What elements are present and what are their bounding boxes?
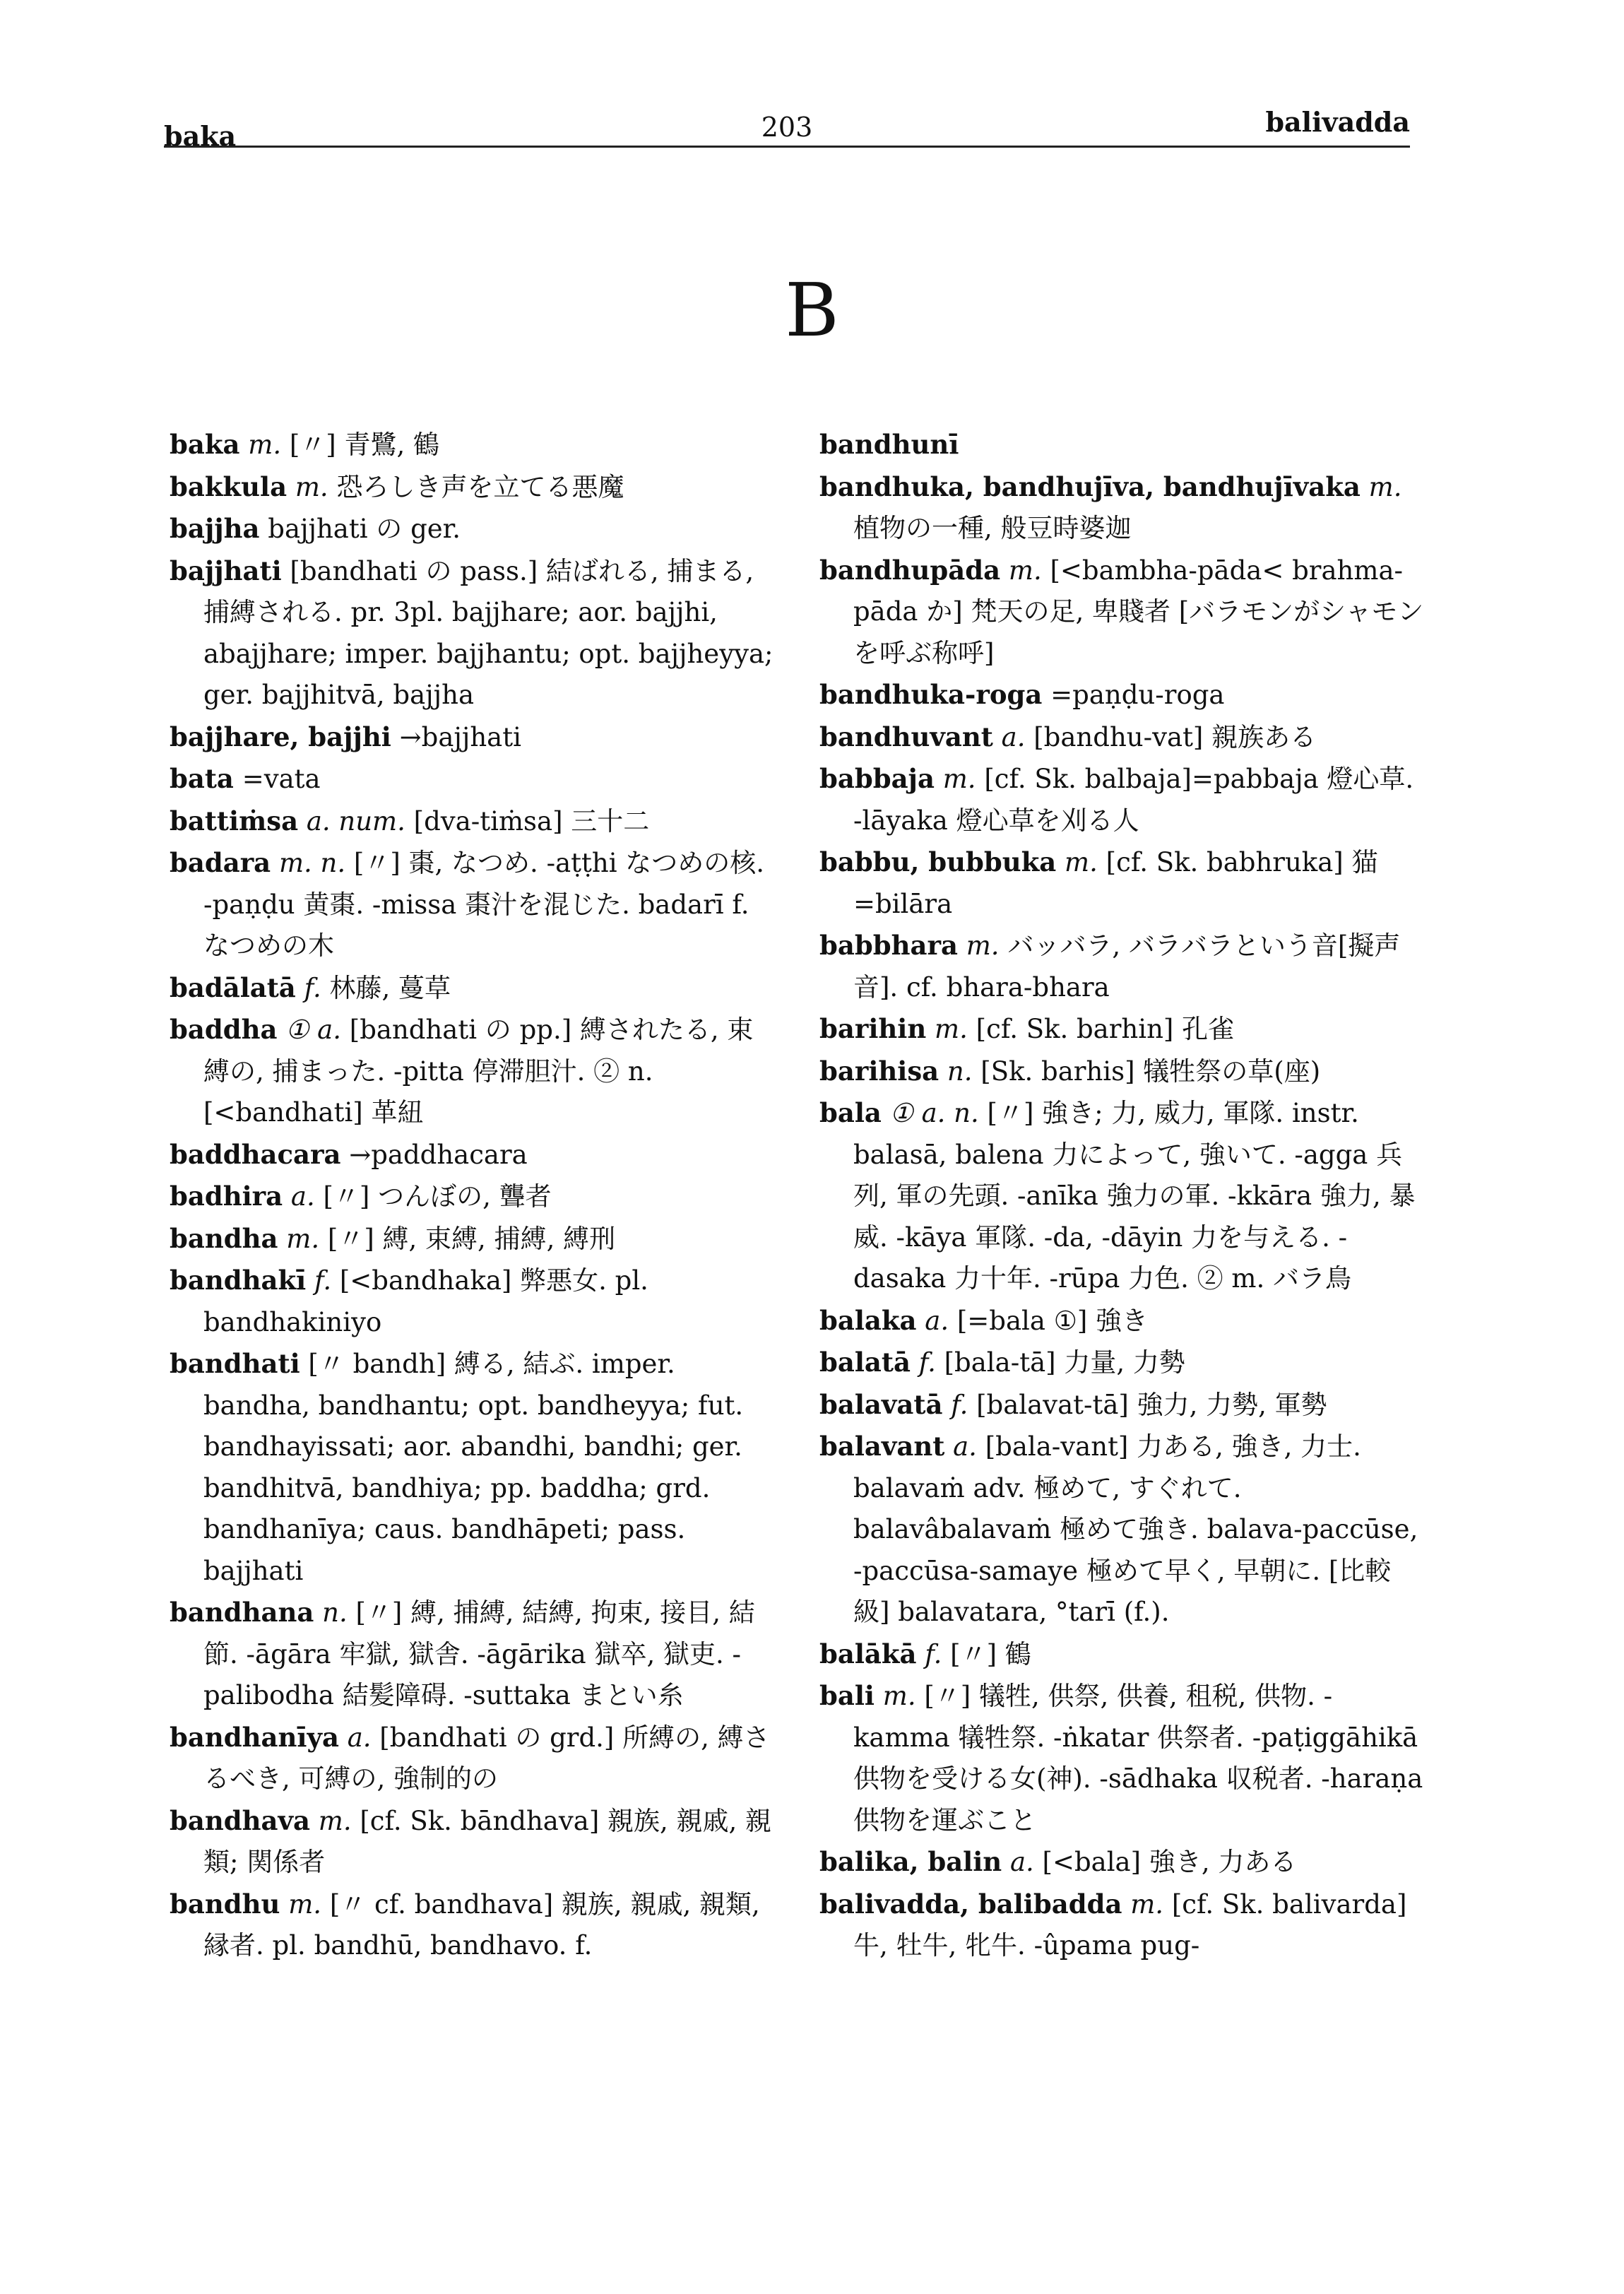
dictionary-entry bbox=[170, 1717, 777, 1800]
entry-definition: bajjhati の ger. bbox=[268, 514, 461, 544]
entry-headword: balaka bbox=[819, 1304, 917, 1336]
entry-headword: bandhuka, bandhujīva, bandhujīvaka bbox=[819, 471, 1361, 502]
dictionary-entry bbox=[170, 1176, 777, 1218]
entry-definition: [=bala ①] 強き bbox=[956, 1305, 1149, 1336]
dictionary-entry bbox=[170, 800, 777, 843]
entry-grammar: f. bbox=[304, 972, 321, 1003]
dictionary-entry bbox=[819, 466, 1427, 550]
entry-grammar: a. bbox=[290, 1181, 315, 1212]
entry-grammar: m. bbox=[935, 1014, 968, 1044]
entry-grammar: m. bbox=[1368, 471, 1402, 502]
dictionary-entry bbox=[819, 925, 1427, 1008]
dictionary-entry bbox=[819, 1841, 1427, 1884]
entry-definition: [〃 cf. bandhava] 親族, 親戚, 親類, 縁者. pl. bandhū, bandhavo. f. bbox=[203, 1888, 760, 1961]
entry-headword: balavatā bbox=[819, 1388, 943, 1420]
entry-headword: bajjhati bbox=[170, 555, 282, 586]
dictionary-entry bbox=[819, 1008, 1427, 1051]
entry-grammar: m. bbox=[882, 1681, 916, 1711]
entry-headword: bandhava bbox=[170, 1804, 310, 1836]
entry-headword: bandhati bbox=[170, 1348, 300, 1379]
dictionary-entry bbox=[819, 674, 1427, 716]
dictionary-entry bbox=[819, 1426, 1427, 1633]
section-letter: B bbox=[785, 267, 839, 353]
entry-headword: baddhacara bbox=[170, 1138, 341, 1170]
entry-definition: [cf. Sk. babhruka] 猫=bilāra bbox=[853, 847, 1378, 919]
entry-headword: badālatā bbox=[170, 971, 296, 1003]
right-running-head: balivadda bbox=[1265, 106, 1410, 138]
entry-definition: [<bala] 強き, 力ある bbox=[1042, 1847, 1297, 1877]
left-running-head: baka bbox=[164, 120, 237, 152]
entry-grammar: m. bbox=[288, 1888, 322, 1920]
entry-definition: [cf. Sk. barhin] 孔雀 bbox=[976, 1014, 1235, 1044]
dictionary-entry bbox=[819, 716, 1427, 759]
entry-headword: bali bbox=[819, 1680, 875, 1711]
entry-grammar: m. bbox=[966, 930, 1000, 961]
dictionary-entry bbox=[819, 550, 1427, 675]
dictionary-entry bbox=[170, 1884, 777, 1967]
entry-definition: [bandhu-vat] 親族ある bbox=[1033, 721, 1317, 752]
entry-definition: [<bambha-pāda< brahma-pāda か] 梵天の足, 卑賤者 [バラモンがシャモンを呼ぶ称呼] bbox=[853, 555, 1424, 668]
entry-definition: 植物の一種, 般豆時婆迦 bbox=[853, 513, 1132, 543]
entry-headword: babbu, bubbuka bbox=[819, 846, 1057, 877]
dictionary-entry bbox=[819, 1884, 1427, 1967]
entry-headword: badara bbox=[170, 847, 271, 878]
entry-headword: bandhakī bbox=[170, 1265, 307, 1296]
entry-grammar: m. bbox=[942, 764, 976, 794]
dictionary-entry bbox=[819, 1633, 1427, 1676]
entry-headword: bandhanīya bbox=[170, 1721, 339, 1753]
dictionary-entry bbox=[170, 1592, 777, 1717]
dictionary-entry bbox=[170, 967, 777, 1010]
entry-headword: balavant bbox=[819, 1431, 945, 1462]
entry-definition: 林藤, 蔓草 bbox=[329, 972, 451, 1003]
entry-definition: →paddhacara bbox=[349, 1139, 528, 1170]
entry-grammar: ① a. n. bbox=[889, 1098, 979, 1128]
entry-grammar: ① a. bbox=[285, 1015, 341, 1045]
dictionary-entry bbox=[819, 1384, 1427, 1426]
right-column bbox=[819, 424, 1427, 1967]
entry-headword: bandhunī bbox=[819, 429, 959, 460]
dictionary-entry bbox=[170, 1218, 777, 1260]
entry-headword: baddha bbox=[170, 1014, 278, 1045]
entry-definition: [〃] 縛, 捕縛, 結縛, 拘束, 接目, 結節. -āgāra 牢獄, 獄舎. -āgārika 獄卒, 獄吏. -palibodha 結髪障碍. -suttaka まとい糸 bbox=[203, 1597, 755, 1710]
entry-headword: battiṁsa bbox=[170, 805, 299, 836]
dictionary-entry bbox=[170, 508, 777, 550]
entry-definition: [<bandhaka] 弊悪女. pl. bandhakiniyo bbox=[203, 1265, 648, 1337]
entry-grammar: a. bbox=[953, 1431, 977, 1462]
entry-grammar: m. bbox=[295, 471, 328, 502]
entry-grammar: f. bbox=[951, 1389, 968, 1420]
entry-grammar: m. bbox=[318, 1805, 352, 1836]
entry-definition: [〃] 縛, 束縛, 捕縛, 縛刑 bbox=[327, 1223, 616, 1254]
dictionary-entry bbox=[170, 466, 777, 509]
entry-headword: bandhuka-roga bbox=[819, 679, 1043, 710]
entry-headword: bakkula bbox=[170, 471, 288, 502]
entry-headword: balatā bbox=[819, 1347, 911, 1378]
page-number: 203 bbox=[761, 112, 813, 143]
dictionary-entry bbox=[819, 1092, 1427, 1300]
entry-headword: barihin bbox=[819, 1013, 927, 1044]
entry-headword: bandha bbox=[170, 1222, 278, 1254]
dictionary-entry bbox=[819, 758, 1427, 841]
entry-grammar: n. bbox=[322, 1597, 348, 1628]
dictionary-entry bbox=[170, 1009, 777, 1134]
entry-definition: [〃] 犠牲, 供祭, 供養, 租税, 供物. -kamma 犠牲祭. -ṅkatar 供祭者. -paṭiggāhikā 供物を受ける女(神). -sādhaka 収税者. -haraṇa 供物を運ぶこと bbox=[853, 1681, 1423, 1835]
dictionary-entry bbox=[170, 758, 777, 800]
entry-definition: =paṇḍu-roga bbox=[1050, 680, 1225, 710]
entry-definition: [bala-tā] 力量, 力勢 bbox=[944, 1347, 1185, 1378]
entry-definition: [bandhati の pp.] 縛されたる, 束縛の, 捕まった. -pitta 停滞胆汁. ② n. [<bandhati] 革紐 bbox=[203, 1015, 754, 1128]
entry-headword: bajjhare, bajjhi bbox=[170, 721, 391, 752]
entry-grammar: f. bbox=[314, 1265, 332, 1296]
entry-headword: balākā bbox=[819, 1638, 917, 1669]
page-header bbox=[164, 106, 1410, 152]
entry-grammar: n. bbox=[947, 1056, 973, 1087]
entry-definition: [〃] 青鷺, 鶴 bbox=[289, 430, 440, 460]
entry-definition: [bala-vant] 力ある, 強き, 力士. balavaṁ adv. 極めて, すぐれて. balavâbalavaṁ 極めて強き. balava-paccūse, -paccūsa-samaye 極めて早く, 早朝に. [比較級] balavatara, °tarī (f.). bbox=[853, 1431, 1418, 1627]
dictionary-entry bbox=[170, 842, 777, 967]
entry-grammar: m. bbox=[286, 1223, 320, 1254]
dictionary-entry bbox=[170, 1134, 777, 1176]
entry-grammar: a. bbox=[1001, 721, 1026, 752]
entry-grammar: m. bbox=[1130, 1888, 1164, 1920]
entry-grammar: m. n. bbox=[278, 848, 346, 878]
entry-grammar: f. bbox=[925, 1638, 942, 1669]
dictionary-entry bbox=[170, 1800, 777, 1884]
dictionary-entry bbox=[170, 1260, 777, 1343]
header-rule bbox=[164, 146, 1410, 148]
entry-headword: bandhuvant bbox=[819, 721, 993, 752]
entry-grammar: a. bbox=[925, 1305, 949, 1336]
dictionary-entry bbox=[819, 841, 1427, 925]
entry-definition: [〃] 棗, なつめ. -aṭṭhi なつめの核. -paṇḍu 黄棗. -missa 棗汁を混じた. badarī f. なつめの木 bbox=[203, 848, 765, 961]
entry-definition: [Sk. barhis] 犠牲祭の草(座) bbox=[980, 1056, 1321, 1087]
dictionary-entry bbox=[819, 424, 1427, 466]
left-column bbox=[170, 424, 777, 1967]
entry-headword: bandhu bbox=[170, 1888, 280, 1920]
entry-definition: [〃] 鶴 bbox=[950, 1638, 1031, 1669]
dictionary-entry bbox=[170, 550, 777, 716]
entry-headword: bajjha bbox=[170, 513, 260, 544]
dictionary-entry bbox=[819, 1675, 1427, 1841]
entry-headword: bandhupāda bbox=[819, 554, 1001, 586]
entry-headword: badhira bbox=[170, 1181, 283, 1212]
entry-grammar: a. num. bbox=[306, 805, 405, 836]
dictionary-entry bbox=[819, 1342, 1427, 1384]
entry-definition: →bajjhati bbox=[399, 721, 521, 752]
entry-headword: bala bbox=[819, 1097, 882, 1128]
entry-definition: [〃] 強き; 力, 威力, 軍隊. instr. balasā, balena 力によって, 強いて. -agga 兵列, 軍の先頭. -anīka 強力の軍. -kkāra 強力, 暴威. -kāya 軍隊. -da, -dāyin 力を与える. -dasaka 力十年. -rūpa 力色. ② m. バラ鳥 bbox=[853, 1098, 1416, 1294]
entry-headword: balika, balin bbox=[819, 1846, 1002, 1877]
dictionary-entry bbox=[170, 716, 777, 759]
entry-headword: bata bbox=[170, 763, 234, 794]
entry-definition: [cf. Sk. balivarda] 牛, 牡牛, 牝牛. -ûpama pug- bbox=[853, 1888, 1407, 1961]
entry-grammar: a. bbox=[347, 1722, 372, 1753]
entry-headword: barihisa bbox=[819, 1055, 940, 1087]
dictionary-entry bbox=[819, 1300, 1427, 1342]
entry-definition: [bandhati の pass.] 結ばれる, 捕まる, 捕縛される. pr. 3pl. bajjhare; aor. bajjhi, abajjhare; imper. bajjhantu; opt. bajjheyya; ger. bajjhitvā, bajjha bbox=[203, 555, 774, 710]
entry-definition: [bandhati の grd.] 所縛の, 縛さるべき, 可縛の, 強制的の bbox=[203, 1722, 770, 1794]
entry-headword: balivadda, balibadda bbox=[819, 1888, 1122, 1920]
entry-definition: [cf. Sk. bāndhava] 親族, 親戚, 親類; 関係者 bbox=[203, 1805, 772, 1877]
dictionary-entry bbox=[819, 1051, 1427, 1093]
entry-headword: baka bbox=[170, 429, 240, 460]
entry-headword: babbaja bbox=[819, 763, 935, 794]
entry-definition: 恐ろしき声を立てる悪魔 bbox=[336, 471, 624, 502]
entry-definition: [〃 bandh] 縛る, 結ぶ. imper. bandha, bandhantu; opt. bandheyya; fut. bandhayissati; aor. abandhi, bandhi; ger. bandhitvā, bandhiya; pp. baddha; grd. bandhanīya; caus. bandhāpeti; pass. bajjhati bbox=[203, 1349, 744, 1586]
entry-grammar: f. bbox=[918, 1347, 936, 1378]
entry-definition: [〃] つんぼの, 聾者 bbox=[323, 1181, 552, 1212]
entry-definition: バッバラ, バラバラという音[擬声音]. cf. bhara-bhara bbox=[853, 930, 1401, 1003]
dictionary-entry bbox=[170, 424, 777, 466]
entry-headword: babbhara bbox=[819, 930, 958, 961]
entry-grammar: m. bbox=[1008, 555, 1042, 586]
entry-definition: [cf. Sk. balbaja]=pabbaja 燈心草. -lāyaka 燈心草を刈る人 bbox=[853, 764, 1414, 836]
entry-grammar: a. bbox=[1009, 1847, 1034, 1877]
entry-grammar: m. bbox=[248, 430, 282, 460]
entry-grammar: m. bbox=[1065, 847, 1098, 877]
dictionary-entry bbox=[170, 1343, 777, 1592]
entry-definition: [dva-tiṁsa] 三十二 bbox=[413, 805, 650, 836]
entry-definition: [balavat-tā] 強力, 力勢, 軍勢 bbox=[976, 1389, 1327, 1420]
entry-headword: bandhana bbox=[170, 1597, 314, 1628]
entry-definition: =vata bbox=[242, 764, 321, 794]
